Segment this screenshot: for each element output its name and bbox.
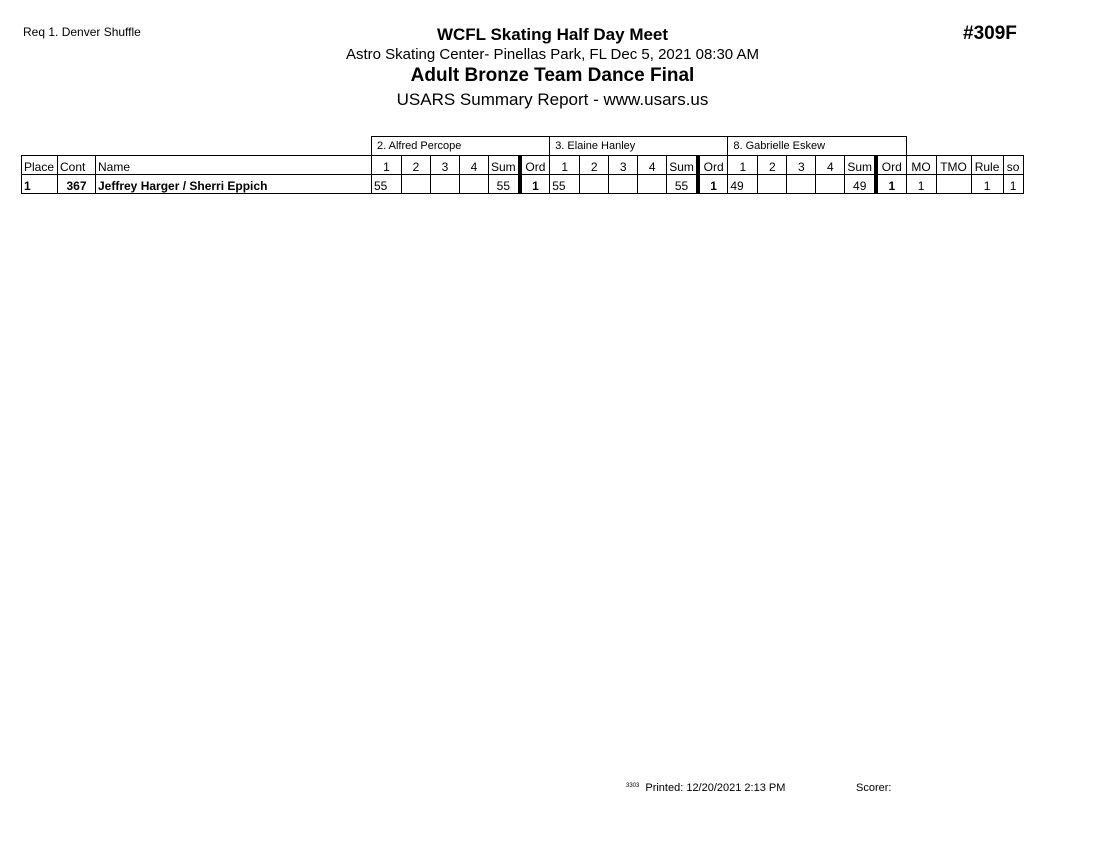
col-header-score-4: 4 [638, 156, 667, 175]
meet-location-date: Astro Skating Center- Pinellas Park, FL Dec 5, 2021 08:30 AM [346, 46, 759, 63]
printed-info [626, 782, 785, 794]
col-header-score-4: 4 [816, 156, 845, 175]
cell-name: Jeffrey Harger / Sherri Eppich [96, 175, 372, 194]
cell-score-4 [816, 175, 845, 194]
col-header-place: Place [22, 156, 58, 175]
scorer-label: Scorer: [856, 782, 892, 794]
col-header-ord: Ord [876, 156, 906, 175]
cell-score-1: 49 [728, 175, 758, 194]
form-code: 3303 [626, 783, 640, 789]
cell-place: 1 [22, 175, 58, 194]
cell-sum: 55 [667, 175, 698, 194]
col-header-tmo: TMO [936, 156, 971, 175]
cell-score-1: 55 [550, 175, 580, 194]
col-header-sum: Sum [489, 156, 520, 175]
col-header-mo: MO [906, 156, 936, 175]
col-header-score-2: 2 [580, 156, 609, 175]
cell-cont: 367 [58, 175, 96, 194]
cell-score-2 [758, 175, 787, 194]
cell-score-4 [638, 175, 667, 194]
table-row [22, 175, 1024, 194]
cell-mo: 1 [906, 175, 936, 194]
cell-score-3 [431, 175, 460, 194]
column-header-row [22, 156, 1024, 175]
col-header-score-3: 3 [431, 156, 460, 175]
cell-rule: 1 [971, 175, 1003, 194]
col-header-sum: Sum [667, 156, 698, 175]
col-header-score-1: 1 [550, 156, 580, 175]
judge-name: 3. Elaine Hanley [550, 137, 728, 156]
cell-score-2 [580, 175, 609, 194]
cell-ord: 1 [876, 175, 906, 194]
report-header [300, 24, 805, 111]
meet-title: WCFL Skating Half Day Meet [436, 25, 669, 44]
col-header-score-4: 4 [460, 156, 489, 175]
request-label: Req 1. Denver Shuffle [23, 25, 141, 39]
event-title: Adult Bronze Team Dance Final [410, 65, 695, 86]
col-header-so: so [1003, 156, 1023, 175]
judge-name: 2. Alfred Percope [372, 137, 550, 156]
col-header-score-3: 3 [787, 156, 816, 175]
cell-score-3 [609, 175, 638, 194]
cell-sum: 49 [845, 175, 876, 194]
cell-score-2 [402, 175, 431, 194]
col-header-ord: Ord [520, 156, 550, 175]
cell-tmo [936, 175, 971, 194]
col-header-name: Name [96, 156, 372, 175]
report-title: USARS Summary Report - www.usars.us [396, 90, 709, 109]
cell-score-4 [460, 175, 489, 194]
results-table [21, 136, 1024, 194]
printed-timestamp: Printed: 12/20/2021 2:13 PM [645, 782, 786, 794]
col-header-score-1: 1 [728, 156, 758, 175]
col-header-cont: Cont [58, 156, 96, 175]
col-header-score-1: 1 [372, 156, 402, 175]
col-header-score-2: 2 [758, 156, 787, 175]
cell-sum: 55 [489, 175, 520, 194]
cell-score-1: 55 [372, 175, 402, 194]
cell-score-3 [787, 175, 816, 194]
cell-so: 1 [1003, 175, 1023, 194]
col-header-score-3: 3 [609, 156, 638, 175]
cell-ord: 1 [698, 175, 728, 194]
judges-header-row [22, 137, 1024, 156]
judge-name: 8. Gabrielle Eskew [728, 137, 906, 156]
col-header-score-2: 2 [402, 156, 431, 175]
event-number: #309F [963, 23, 1017, 44]
cell-ord: 1 [520, 175, 550, 194]
col-header-ord: Ord [698, 156, 728, 175]
col-header-sum: Sum [845, 156, 876, 175]
col-header-rule: Rule [971, 156, 1003, 175]
